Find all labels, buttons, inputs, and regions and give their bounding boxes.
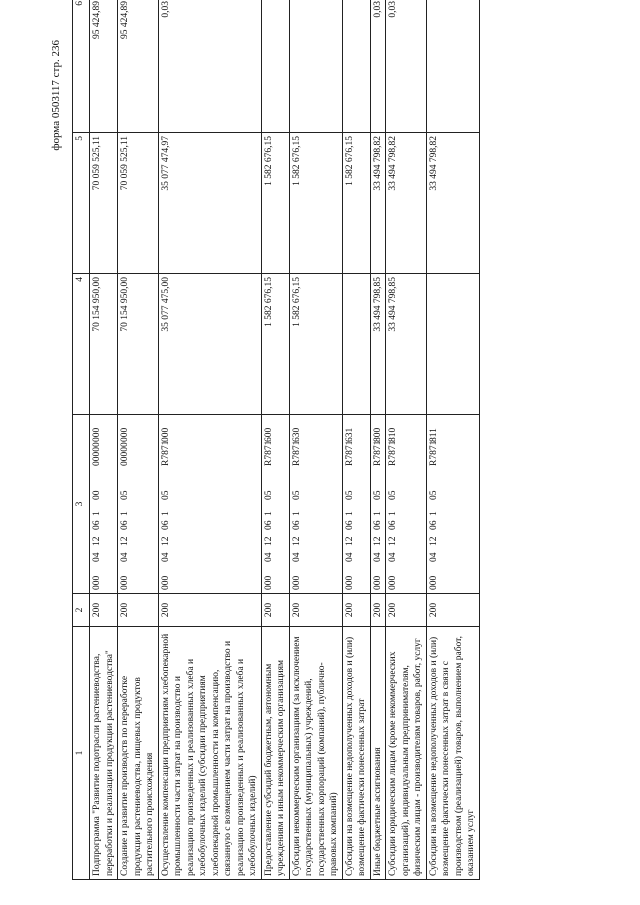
row-executed: 1 582 676,15 xyxy=(342,133,370,274)
row-unexecuted xyxy=(261,0,289,133)
code-part: 00000 xyxy=(92,442,102,466)
code-part: 12 xyxy=(372,536,383,546)
code-part: 810 xyxy=(388,427,398,442)
row-unexecuted: 95 424,89 xyxy=(118,0,159,133)
row-name: Иные бюджетные ассигнования xyxy=(370,627,386,880)
row-line-code: 200 xyxy=(158,594,261,627)
code-part: 12 xyxy=(428,536,439,546)
row-line-code: 200 xyxy=(386,594,427,627)
code-part: 000 xyxy=(344,575,355,590)
row-budget-code xyxy=(118,415,159,594)
code-part: 000 xyxy=(160,427,171,442)
code-part: 1 xyxy=(92,511,102,516)
row-name: Субсидии юридическим лицам (кроме некоммерческих организаций), индивидуальным предпринимателям, физическим лицам - производителям товаров, работ, услуг xyxy=(386,627,427,880)
row-executed: 33 494 798,82 xyxy=(370,133,386,274)
row-name: Субсидии на возмещение недополученных доходов и (или) возмещение фактически понесенных затрат xyxy=(342,627,370,880)
row-line-code: 200 xyxy=(426,594,479,627)
code-part: 000 xyxy=(388,575,398,590)
row-unexecuted: 0,03 xyxy=(386,0,427,133)
header-col-2: 2 xyxy=(73,594,90,627)
rotated-page xyxy=(50,1,610,880)
row-unexecuted: 0,03 xyxy=(370,0,386,133)
code-part: 1 xyxy=(388,511,398,516)
code-part: 12 xyxy=(388,536,398,546)
form-label: форма 0503117 стр. 236 xyxy=(50,40,62,151)
row-budget-code xyxy=(158,415,261,594)
code-part: 04 xyxy=(263,552,274,562)
row-budget-code xyxy=(289,415,342,594)
code-part: 1 xyxy=(372,511,383,516)
code-part: 05 xyxy=(263,490,274,500)
row-budget-code xyxy=(261,415,289,594)
code-part: 05 xyxy=(120,490,130,500)
code-part: 06 xyxy=(291,520,302,530)
row-budget-code xyxy=(386,415,427,594)
row-line-code: 200 xyxy=(90,594,118,627)
row-unexecuted: 0,03 xyxy=(158,0,261,133)
code-part: R7871 xyxy=(291,440,302,466)
code-part: 00000 xyxy=(120,442,130,466)
code-part: 800 xyxy=(372,427,383,442)
code-part: 000 xyxy=(372,575,383,590)
code-part: 12 xyxy=(291,536,302,546)
row-line-code: 200 xyxy=(370,594,386,627)
code-part: 1 xyxy=(120,511,130,516)
code-part: 06 xyxy=(388,520,398,530)
code-part: 811 xyxy=(428,428,439,442)
row-approved: 33 494 798,85 xyxy=(386,274,427,415)
code-part: 06 xyxy=(160,520,171,530)
row-executed: 1 582 676,15 xyxy=(289,133,342,274)
row-line-code: 200 xyxy=(118,594,159,627)
row-executed: 33 494 798,82 xyxy=(386,133,427,274)
row-executed: 1 582 676,15 xyxy=(261,133,289,274)
code-part: 05 xyxy=(372,490,383,500)
code-part: R7871 xyxy=(372,440,383,466)
table-row xyxy=(386,0,427,880)
table-row xyxy=(342,0,370,880)
header-col-6: 6 xyxy=(73,0,90,133)
code-part: 04 xyxy=(388,552,398,562)
row-name: Субсидии некоммерческим организациям (за исключением государственных (муниципальных) учреждений, государственных корпораций (компаний), публично-правовых компаний) xyxy=(289,627,342,880)
code-part: 06 xyxy=(263,520,274,530)
row-name: Создание и развитие производств по переработке продукции растениеводства, пищевых продуктов растительного происхождения xyxy=(118,627,159,880)
row-unexecuted xyxy=(426,0,479,133)
code-part: 05 xyxy=(160,490,171,500)
table-row xyxy=(158,0,261,880)
code-part: 12 xyxy=(160,536,171,546)
code-part: 12 xyxy=(92,536,102,546)
code-part: R7871 xyxy=(263,440,274,466)
row-name: Субсидии на возмещение недополученных доходов и (или) возмещение фактически понесенных затрат в связи с производством (реализацией) товаров, выполнением работ, оказанием услуг xyxy=(426,627,479,880)
code-part: 04 xyxy=(291,552,302,562)
code-part: 04 xyxy=(160,552,171,562)
code-part: 1 xyxy=(344,511,355,516)
row-name: Предоставление субсидий бюджетным, автономным учреждениям и иным некоммерческим организациям xyxy=(261,627,289,880)
header-col-5: 5 xyxy=(73,133,90,274)
code-part: 04 xyxy=(428,552,439,562)
row-line-code: 200 xyxy=(289,594,342,627)
code-part: 000 xyxy=(92,427,102,442)
table-row xyxy=(370,0,386,880)
row-approved: 1 582 676,15 xyxy=(289,274,342,415)
code-part: 000 xyxy=(120,427,130,442)
code-part: 06 xyxy=(344,520,355,530)
code-part: 12 xyxy=(120,536,130,546)
row-line-code: 200 xyxy=(342,594,370,627)
code-part: 12 xyxy=(344,536,355,546)
code-part: 04 xyxy=(372,552,383,562)
row-budget-code xyxy=(90,415,118,594)
code-part: R7871 xyxy=(160,440,171,466)
header-col-1: 1 xyxy=(73,627,90,880)
row-budget-code xyxy=(370,415,386,594)
row-unexecuted xyxy=(289,0,342,133)
row-executed: 35 077 474,97 xyxy=(158,133,261,274)
code-part: 06 xyxy=(372,520,383,530)
code-part: 630 xyxy=(291,427,302,442)
code-part: 000 xyxy=(160,575,171,590)
code-part: 1 xyxy=(160,511,171,516)
row-name: Осуществление компенсации предприятиям хлебопекарной промышленности части затрат на производство и реализацию произведенных и реализованных хлеба и хлебобулочных изделий (субсидии предприятиям хлебопекарной промышленности на компенсацию, связанную с возмещением части затрат на производство и реализацию произведенных и реализованных хлеба и хлебобулочных изделий) xyxy=(158,627,261,880)
table-row xyxy=(426,0,479,880)
header-col-3: 3 xyxy=(73,415,90,594)
code-part: 06 xyxy=(428,520,439,530)
row-approved xyxy=(342,274,370,415)
row-approved: 35 077 475,00 xyxy=(158,274,261,415)
row-executed: 70 059 525,11 xyxy=(118,133,159,274)
row-executed: 33 494 798,82 xyxy=(426,133,479,274)
code-part: 05 xyxy=(388,490,398,500)
row-approved: 33 494 798,85 xyxy=(370,274,386,415)
code-part: 04 xyxy=(120,552,130,562)
code-part: R7871 xyxy=(388,440,398,466)
row-approved: 70 154 950,00 xyxy=(90,274,118,415)
table-row xyxy=(289,0,342,880)
code-part: 000 xyxy=(120,575,130,590)
table-row xyxy=(90,0,118,880)
header-row xyxy=(73,0,90,880)
row-budget-code xyxy=(342,415,370,594)
code-part: 000 xyxy=(291,575,302,590)
code-part: 05 xyxy=(428,490,439,500)
code-part: 631 xyxy=(344,427,355,442)
code-part: 000 xyxy=(92,575,102,590)
code-part: 000 xyxy=(263,575,274,590)
code-part: 000 xyxy=(428,575,439,590)
budget-table xyxy=(72,0,480,880)
row-name: Подпрограмма "Развитие подотрасли растениеводства, переработки и реализации продукции растениеводства" xyxy=(90,627,118,880)
row-unexecuted: 95 424,89 xyxy=(90,0,118,133)
table-row xyxy=(118,0,159,880)
code-part: 1 xyxy=(428,511,439,516)
row-line-code: 200 xyxy=(261,594,289,627)
code-part: 05 xyxy=(291,490,302,500)
code-part: 1 xyxy=(291,511,302,516)
row-approved xyxy=(426,274,479,415)
code-part: 06 xyxy=(92,520,102,530)
code-part: 04 xyxy=(344,552,355,562)
code-part: 00 xyxy=(92,490,102,500)
row-budget-code xyxy=(426,415,479,594)
code-part: 04 xyxy=(92,552,102,562)
code-part: R7871 xyxy=(344,440,355,466)
code-part: 1 xyxy=(263,511,274,516)
code-part: 12 xyxy=(263,536,274,546)
code-part: 600 xyxy=(263,427,274,442)
code-part: 06 xyxy=(120,520,130,530)
row-approved: 70 154 950,00 xyxy=(118,274,159,415)
code-part: R7871 xyxy=(428,440,439,466)
code-part: 05 xyxy=(344,490,355,500)
row-executed: 70 059 525,11 xyxy=(90,133,118,274)
row-approved: 1 582 676,15 xyxy=(261,274,289,415)
row-unexecuted xyxy=(342,0,370,133)
table-row xyxy=(261,0,289,880)
header-col-4: 4 xyxy=(73,274,90,415)
